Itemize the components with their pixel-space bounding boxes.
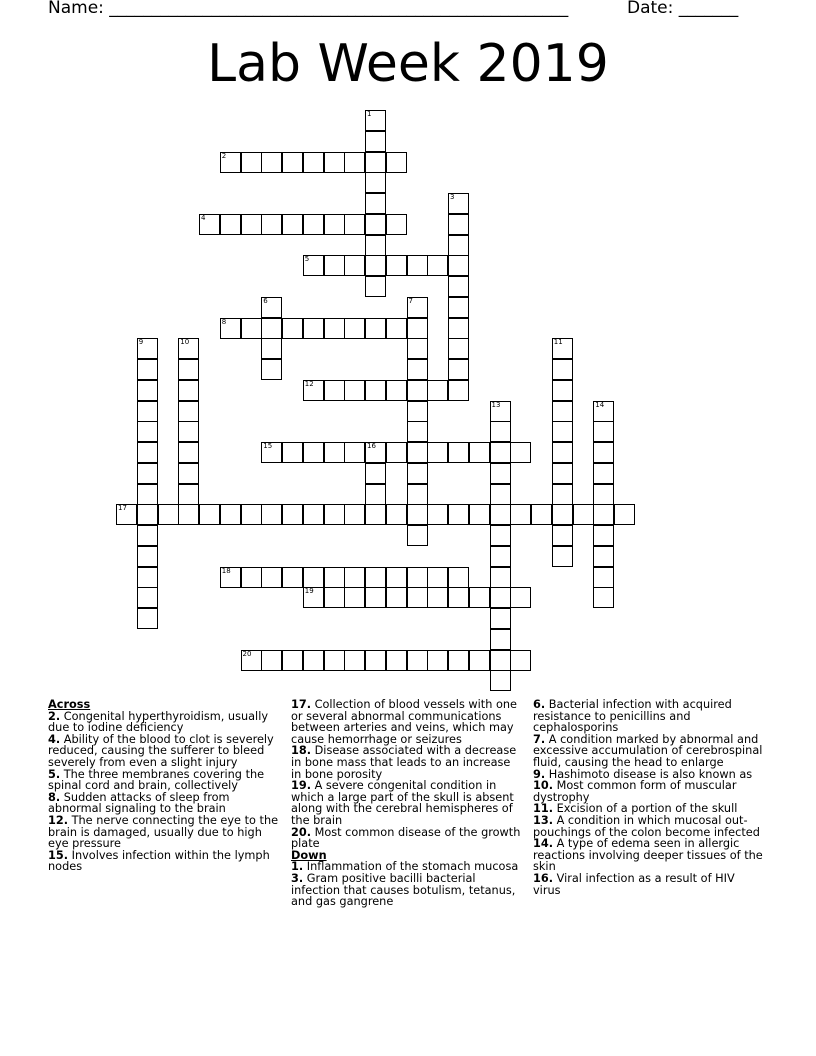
- grid-cell: [137, 359, 158, 380]
- clues-column-2: [291, 699, 523, 908]
- grid-cell: [344, 214, 365, 235]
- grid-cell: [448, 235, 469, 256]
- grid-cell: [552, 463, 573, 484]
- grid-cell: [365, 214, 386, 235]
- grid-cell: [427, 650, 448, 671]
- clue-text: Collection of blood vessels with one or several abnormal communications between arteries and veins, which may cause hemorrhage or seizures: [291, 698, 518, 746]
- grid-cell: [137, 504, 158, 525]
- grid-cell: [531, 504, 552, 525]
- clue-text: Gram positive bacilli bacterial infection that causes botulism, tetanus, and gas gangrene: [291, 871, 516, 909]
- grid-cell: [448, 214, 469, 235]
- grid-cell: [365, 235, 386, 256]
- clue-text: Viral infection as a result of HIV virus: [533, 871, 735, 897]
- grid-cell: [137, 546, 158, 567]
- clue-number-label: 3.: [291, 871, 304, 885]
- across-clues-part-2: [291, 699, 523, 850]
- grid-cell: [407, 359, 428, 380]
- clue-number-label: 19.: [291, 779, 312, 793]
- down-clues-part-1: [291, 861, 523, 907]
- clue-number: 19: [304, 587, 314, 596]
- grid-cell: [365, 567, 386, 588]
- grid-cell: [282, 442, 303, 463]
- grid-cell: [469, 650, 490, 671]
- grid-cell: [261, 318, 282, 339]
- across-clue: [291, 745, 523, 780]
- grid-cell: [593, 421, 614, 442]
- clue-number-label: 4.: [48, 732, 61, 746]
- grid-cell: [282, 504, 303, 525]
- grid-cell: [137, 608, 158, 629]
- grid-cell: [552, 380, 573, 401]
- grid-cell: [490, 650, 511, 671]
- clue-text: The nerve connecting the eye to the brain is damaged, usually due to high eye pressure: [48, 813, 279, 851]
- down-clue: [291, 873, 523, 908]
- down-clue: [533, 838, 765, 873]
- grid-cell: [344, 587, 365, 608]
- grid-cell: [386, 380, 407, 401]
- grid-cell: [282, 318, 303, 339]
- grid-cell: [365, 504, 386, 525]
- grid-cell: [448, 587, 469, 608]
- grid-cell: [324, 214, 345, 235]
- grid-cell: [386, 567, 407, 588]
- across-clue: [48, 815, 280, 850]
- grid-cell: [490, 567, 511, 588]
- clues-column-3: [533, 699, 765, 896]
- clue-number-label: 16.: [533, 871, 554, 885]
- grid-cell: [386, 442, 407, 463]
- grid-cell: [324, 152, 345, 173]
- grid-cell: [178, 442, 199, 463]
- grid-cell: [324, 442, 345, 463]
- grid-cell: [510, 587, 531, 608]
- across-clue: [48, 734, 280, 769]
- down-heading: Down: [291, 848, 327, 862]
- clue-text: Congenital hyperthyroidism, usually due to iodine deficiency: [48, 709, 269, 735]
- grid-cell: [448, 442, 469, 463]
- date-label: Date:: [627, 0, 674, 18]
- grid-cell: [344, 567, 365, 588]
- grid-cell: [593, 463, 614, 484]
- grid-cell: [510, 442, 531, 463]
- grid-cell: [241, 318, 262, 339]
- grid-cell: [448, 567, 469, 588]
- grid-cell: [510, 504, 531, 525]
- grid-cell: [490, 504, 511, 525]
- clue-number: 2: [221, 151, 227, 160]
- grid-cell: [178, 380, 199, 401]
- grid-cell: [365, 255, 386, 276]
- clue-number: 12: [304, 379, 314, 388]
- grid-cell: [448, 255, 469, 276]
- grid-cell: [593, 442, 614, 463]
- grid-cell: [407, 442, 428, 463]
- clue-text: Excision of a portion of the skull: [553, 802, 738, 816]
- clue-number: 3: [450, 193, 455, 201]
- clue-number: 10: [180, 338, 190, 347]
- grid-cell: [241, 504, 262, 525]
- grid-cell: [427, 380, 448, 401]
- down-clue: [533, 734, 765, 769]
- grid-cell: [552, 401, 573, 422]
- down-clue: [533, 873, 765, 896]
- grid-cell: [407, 504, 428, 525]
- grid-cell: [158, 504, 179, 525]
- grid-cell: [407, 421, 428, 442]
- grid-cell: [593, 587, 614, 608]
- clue-number-label: 17.: [291, 698, 312, 711]
- grid-cell: [241, 214, 262, 235]
- clue-text: Sudden attacks of sleep from abnormal signaling to the brain: [48, 790, 230, 816]
- clue-number-label: 6.: [533, 698, 546, 711]
- grid-cell: [386, 587, 407, 608]
- grid-cell: [490, 608, 511, 629]
- grid-cell: [490, 629, 511, 650]
- grid-cell: [365, 650, 386, 671]
- grid-cell: [552, 442, 573, 463]
- grid-cell: [137, 525, 158, 546]
- clue-text: Disease associated with a decrease in bone mass that leads to an increase in bone porosity: [291, 744, 517, 781]
- grid-cell: [407, 567, 428, 588]
- grid-cell: [365, 131, 386, 152]
- grid-cell: [386, 318, 407, 339]
- clue-number: 18: [221, 566, 231, 575]
- grid-cell: [448, 276, 469, 297]
- grid-cell: [448, 297, 469, 318]
- clue-number: 6: [263, 296, 268, 305]
- clue-number-label: 10.: [533, 779, 554, 793]
- grid-cell: [407, 338, 428, 359]
- clue-number: 7: [408, 296, 413, 305]
- grid-cell: [448, 359, 469, 380]
- clue-text: A condition in which mucosal out-pouchings of the colon become infected: [533, 813, 760, 839]
- grid-cell: [365, 172, 386, 193]
- grid-cell: [178, 359, 199, 380]
- grid-cell: [365, 380, 386, 401]
- clue-number-label: 9.: [533, 767, 546, 781]
- grid-cell: [365, 193, 386, 214]
- clue-number: 9: [138, 338, 144, 347]
- grid-cell: [573, 504, 594, 525]
- grid-cell: [510, 650, 531, 671]
- grid-cell: [386, 214, 407, 235]
- grid-cell: [282, 567, 303, 588]
- clue-number: 4: [201, 213, 206, 222]
- grid-cell: [137, 463, 158, 484]
- grid-cell: [552, 504, 573, 525]
- grid-cell: [137, 401, 158, 422]
- grid-cell: [282, 214, 303, 235]
- across-clue: [291, 699, 523, 745]
- clue-number: 8: [221, 317, 227, 326]
- grid-cell: [448, 318, 469, 339]
- grid-cell: [324, 380, 345, 401]
- date-line: _______: [678, 0, 739, 18]
- clue-number-label: 20.: [291, 825, 312, 839]
- grid-cell: [365, 152, 386, 173]
- clue-number-label: 11.: [533, 802, 554, 816]
- grid-cell: [407, 463, 428, 484]
- down-clue: [533, 780, 765, 803]
- clue-number-label: 15.: [48, 848, 69, 862]
- clue-number-label: 5.: [48, 767, 61, 781]
- grid-cell: [593, 525, 614, 546]
- clue-number: 5: [304, 255, 310, 264]
- name-line: ______________________________________________________: [109, 0, 569, 18]
- grid-cell: [303, 504, 324, 525]
- grid-cell: [365, 318, 386, 339]
- across-heading: Across: [48, 698, 91, 711]
- clue-number-label: 2.: [48, 709, 61, 723]
- grid-cell: [407, 525, 428, 546]
- clue-number-label: 1.: [291, 860, 304, 874]
- grid-cell: [469, 504, 490, 525]
- grid-cell: [324, 587, 345, 608]
- clue-text: The three membranes covering the spinal cord and brain, collectively: [48, 767, 265, 793]
- grid-cell: [593, 484, 614, 505]
- grid-cell: [303, 650, 324, 671]
- grid-cell: [365, 587, 386, 608]
- grid-cell: [552, 359, 573, 380]
- grid-cell: [490, 546, 511, 567]
- page-title: Lab Week 2019: [207, 34, 609, 94]
- grid-cell: [324, 650, 345, 671]
- clue-text: Involves infection within the lymph nodes: [48, 848, 270, 874]
- grid-cell: [407, 650, 428, 671]
- grid-cell: [261, 504, 282, 525]
- grid-cell: [490, 484, 511, 505]
- grid-cell: [241, 152, 262, 173]
- clues-column-1: [48, 699, 280, 873]
- grid-cell: [303, 567, 324, 588]
- grid-cell: [261, 359, 282, 380]
- down-clues-part-2: [533, 699, 765, 896]
- grid-cell: [407, 484, 428, 505]
- grid-cell: [407, 255, 428, 276]
- grid-cell: [282, 152, 303, 173]
- grid-cell: [427, 567, 448, 588]
- grid-cell: [552, 546, 573, 567]
- across-clue: [48, 792, 280, 815]
- clue-number-label: 12.: [48, 813, 69, 827]
- grid-cell: [365, 463, 386, 484]
- clue-number-label: 13.: [533, 813, 554, 827]
- clue-number: 20: [242, 649, 252, 658]
- grid-cell: [303, 214, 324, 235]
- clue-number: 14: [595, 400, 605, 409]
- grid-cell: [344, 152, 365, 173]
- grid-cell: [448, 380, 469, 401]
- clue-number-label: 7.: [533, 732, 546, 746]
- clue-number: 11: [553, 338, 563, 347]
- grid-cell: [469, 442, 490, 463]
- grid-cell: [427, 255, 448, 276]
- grid-cell: [303, 442, 324, 463]
- grid-cell: [137, 380, 158, 401]
- across-clue: [291, 780, 523, 826]
- grid-cell: [344, 318, 365, 339]
- across-clue: [48, 850, 280, 873]
- grid-cell: [137, 484, 158, 505]
- grid-cell: [261, 152, 282, 173]
- across-clue: [48, 769, 280, 792]
- grid-cell: [386, 650, 407, 671]
- grid-cell: [178, 421, 199, 442]
- grid-cell: [324, 504, 345, 525]
- grid-cell: [427, 442, 448, 463]
- grid-cell: [261, 567, 282, 588]
- grid-cell: [427, 504, 448, 525]
- grid-cell: [199, 504, 220, 525]
- clue-number-label: 14.: [533, 837, 554, 851]
- grid-cell: [365, 276, 386, 297]
- grid-cell: [490, 463, 511, 484]
- grid-cell: [344, 650, 365, 671]
- grid-cell: [490, 421, 511, 442]
- grid-cell: [386, 255, 407, 276]
- grid-cell: [448, 650, 469, 671]
- grid-cell: [365, 484, 386, 505]
- across-clues-part-1: [48, 711, 280, 873]
- grid-cell: [220, 214, 241, 235]
- grid-cell: [552, 421, 573, 442]
- grid-cell: [552, 484, 573, 505]
- grid-cell: [344, 504, 365, 525]
- grid-cell: [593, 546, 614, 567]
- grid-cell: [137, 587, 158, 608]
- grid-cell: [282, 650, 303, 671]
- clue-text: Most common disease of the growth plate: [291, 825, 521, 851]
- down-clue: [533, 815, 765, 838]
- grid-cell: [178, 401, 199, 422]
- grid-cell: [386, 152, 407, 173]
- grid-cell: [344, 442, 365, 463]
- grid-cell: [178, 504, 199, 525]
- grid-cell: [220, 504, 241, 525]
- clue-text: Inflammation of the stomach mucosa: [303, 860, 519, 874]
- grid-cell: [324, 255, 345, 276]
- clue-number-label: 18.: [291, 744, 312, 758]
- clue-text: A type of edema seen in allergic reactions involving deeper tissues of the skin: [533, 837, 763, 874]
- grid-cell: [407, 401, 428, 422]
- clue-text: Most common form of muscular dystrophy: [533, 779, 737, 804]
- grid-cell: [137, 567, 158, 588]
- grid-cell: [178, 463, 199, 484]
- grid-cell: [303, 152, 324, 173]
- grid-cell: [552, 525, 573, 546]
- clue-text: Bacterial infection with acquired resistance to penicillins and cephalosporins: [533, 698, 732, 735]
- grid-cell: [614, 504, 635, 525]
- grid-cell: [344, 380, 365, 401]
- clue-number: 16: [367, 442, 376, 450]
- across-clue: [291, 827, 523, 850]
- grid-cell: [178, 484, 199, 505]
- grid-cell: [344, 255, 365, 276]
- clue-text: A severe congenital condition in which a large part of the skull is absent along with the cerebral hemispheres of the brain: [291, 779, 514, 827]
- grid-cell: [137, 421, 158, 442]
- clue-text: A condition marked by abnormal and excessive accumulation of cerebrospinal fluid, causing the head to enlarge: [533, 732, 763, 769]
- clue-text: Hashimoto disease is also known as: [545, 767, 753, 781]
- clue-number: 1: [367, 110, 372, 118]
- grid-cell: [261, 650, 282, 671]
- grid-cell: [386, 504, 407, 525]
- down-clue: [533, 699, 765, 734]
- clue-number: 13: [491, 400, 501, 409]
- grid-cell: [490, 587, 511, 608]
- clue-number-label: 8.: [48, 790, 61, 804]
- grid-cell: [448, 338, 469, 359]
- grid-cell: [490, 670, 511, 691]
- grid-cell: [261, 338, 282, 359]
- across-clue: [48, 711, 280, 734]
- clue-text: Ability of the blood to clot is severely reduced, causing the sufferer to bleed severely from even a slight injury: [48, 732, 274, 769]
- grid-cell: [469, 587, 490, 608]
- grid-cell: [448, 504, 469, 525]
- grid-cell: [427, 587, 448, 608]
- grid-cell: [407, 380, 428, 401]
- grid-cell: [324, 567, 345, 588]
- grid-cell: [241, 567, 262, 588]
- grid-cell: [261, 214, 282, 235]
- clue-number: 15: [263, 442, 273, 450]
- grid-cell: [490, 442, 511, 463]
- clue-number: 17: [118, 504, 127, 513]
- grid-cell: [407, 587, 428, 608]
- grid-cell: [407, 318, 428, 339]
- name-label: Name:: [48, 0, 104, 18]
- grid-cell: [137, 442, 158, 463]
- grid-cell: [303, 318, 324, 339]
- grid-cell: [593, 504, 614, 525]
- grid-cell: [490, 525, 511, 546]
- grid-cell: [593, 567, 614, 588]
- grid-cell: [324, 318, 345, 339]
